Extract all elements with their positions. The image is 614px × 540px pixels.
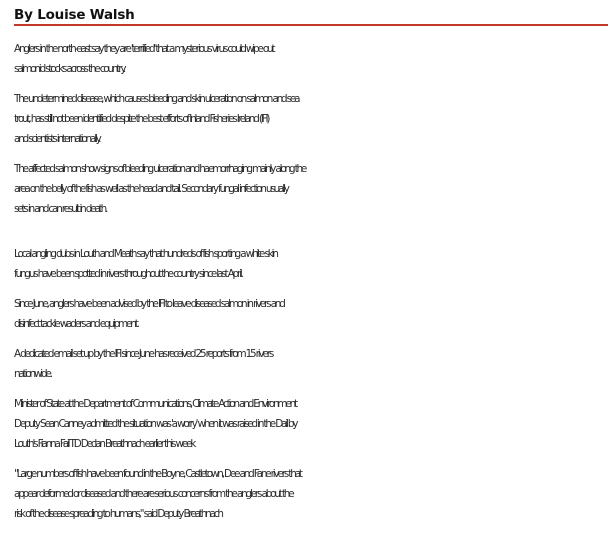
article-paragraph <box>14 464 610 524</box>
article-paragraph <box>14 344 610 384</box>
article-paragraph <box>14 39 610 79</box>
byline-header <box>14 4 608 26</box>
paragraph-line: Anglers in the north-east say they are 'terrified' that a mysterious virus could wipe out <box>14 43 274 55</box>
paragraph-line: "Large numbers of fish have been found in the Boyne, Castletown, Dee and Fane rivers that <box>14 468 301 480</box>
paragraph-line: nationwide. <box>14 368 51 380</box>
paragraph-line: Since June, anglers have been advised by the IFI to leave diseased salmon in rivers and <box>14 298 284 310</box>
paragraph-line: salmonid stocks across the country. <box>14 63 125 75</box>
paragraph-line: fungus have been spotted in rivers throughout the country since last April. <box>14 268 242 280</box>
paragraph-line: area on the belly of the fish as well as the head and tail. Secondary fungal infection usually <box>14 183 288 195</box>
article-paragraph <box>14 294 610 334</box>
paragraph-line: A dedicated email set up by the IFI since June has received 25 reports from 15 rivers <box>14 348 273 360</box>
paragraph-line: risk of the disease spreading to humans," said Deputy Breathnach <box>14 508 222 520</box>
paragraph-line: Louth's Fianna Fail TD Declan Breathnach earlier this week <box>14 438 195 450</box>
paragraph-line: Local angling clubs in Louth and Meath say that hundreds of fish sporting a white skin <box>14 248 277 260</box>
paragraph-line: disinfect tackle waders and equipment. <box>14 318 138 330</box>
article-paragraph <box>14 394 610 454</box>
paragraph-line: appear deformed or diseased and there are serious concerns from the anglers about the <box>14 488 293 500</box>
article-paragraph <box>14 244 610 284</box>
article-paragraph <box>14 159 610 219</box>
paragraph-line: and scientists internationally. <box>14 133 100 145</box>
paragraph-line: sets in and can result in death. <box>14 203 107 215</box>
article-paragraph <box>14 89 610 149</box>
author-byline: By Louise Walsh <box>14 7 135 23</box>
paragraph-line: Minister of State at the Department of Communications, Climate Action and Environment <box>14 398 296 410</box>
paragraph-line: The affected salmon show signs of bleeding ulceration and haemorrhaging mainly along the <box>14 163 306 175</box>
paragraph-line: The undetermined disease, which causes bleeding and skin ulceration on salmon and sea <box>14 93 299 105</box>
paragraph-line: Deputy Sean Canney admitted the situation was 'a worry' when it was raised in the Dail by <box>14 418 297 430</box>
paragraph-line: trout, has still not been identified despite the best efforts of Inland Fisheries Ireland (IFI) <box>14 113 269 125</box>
